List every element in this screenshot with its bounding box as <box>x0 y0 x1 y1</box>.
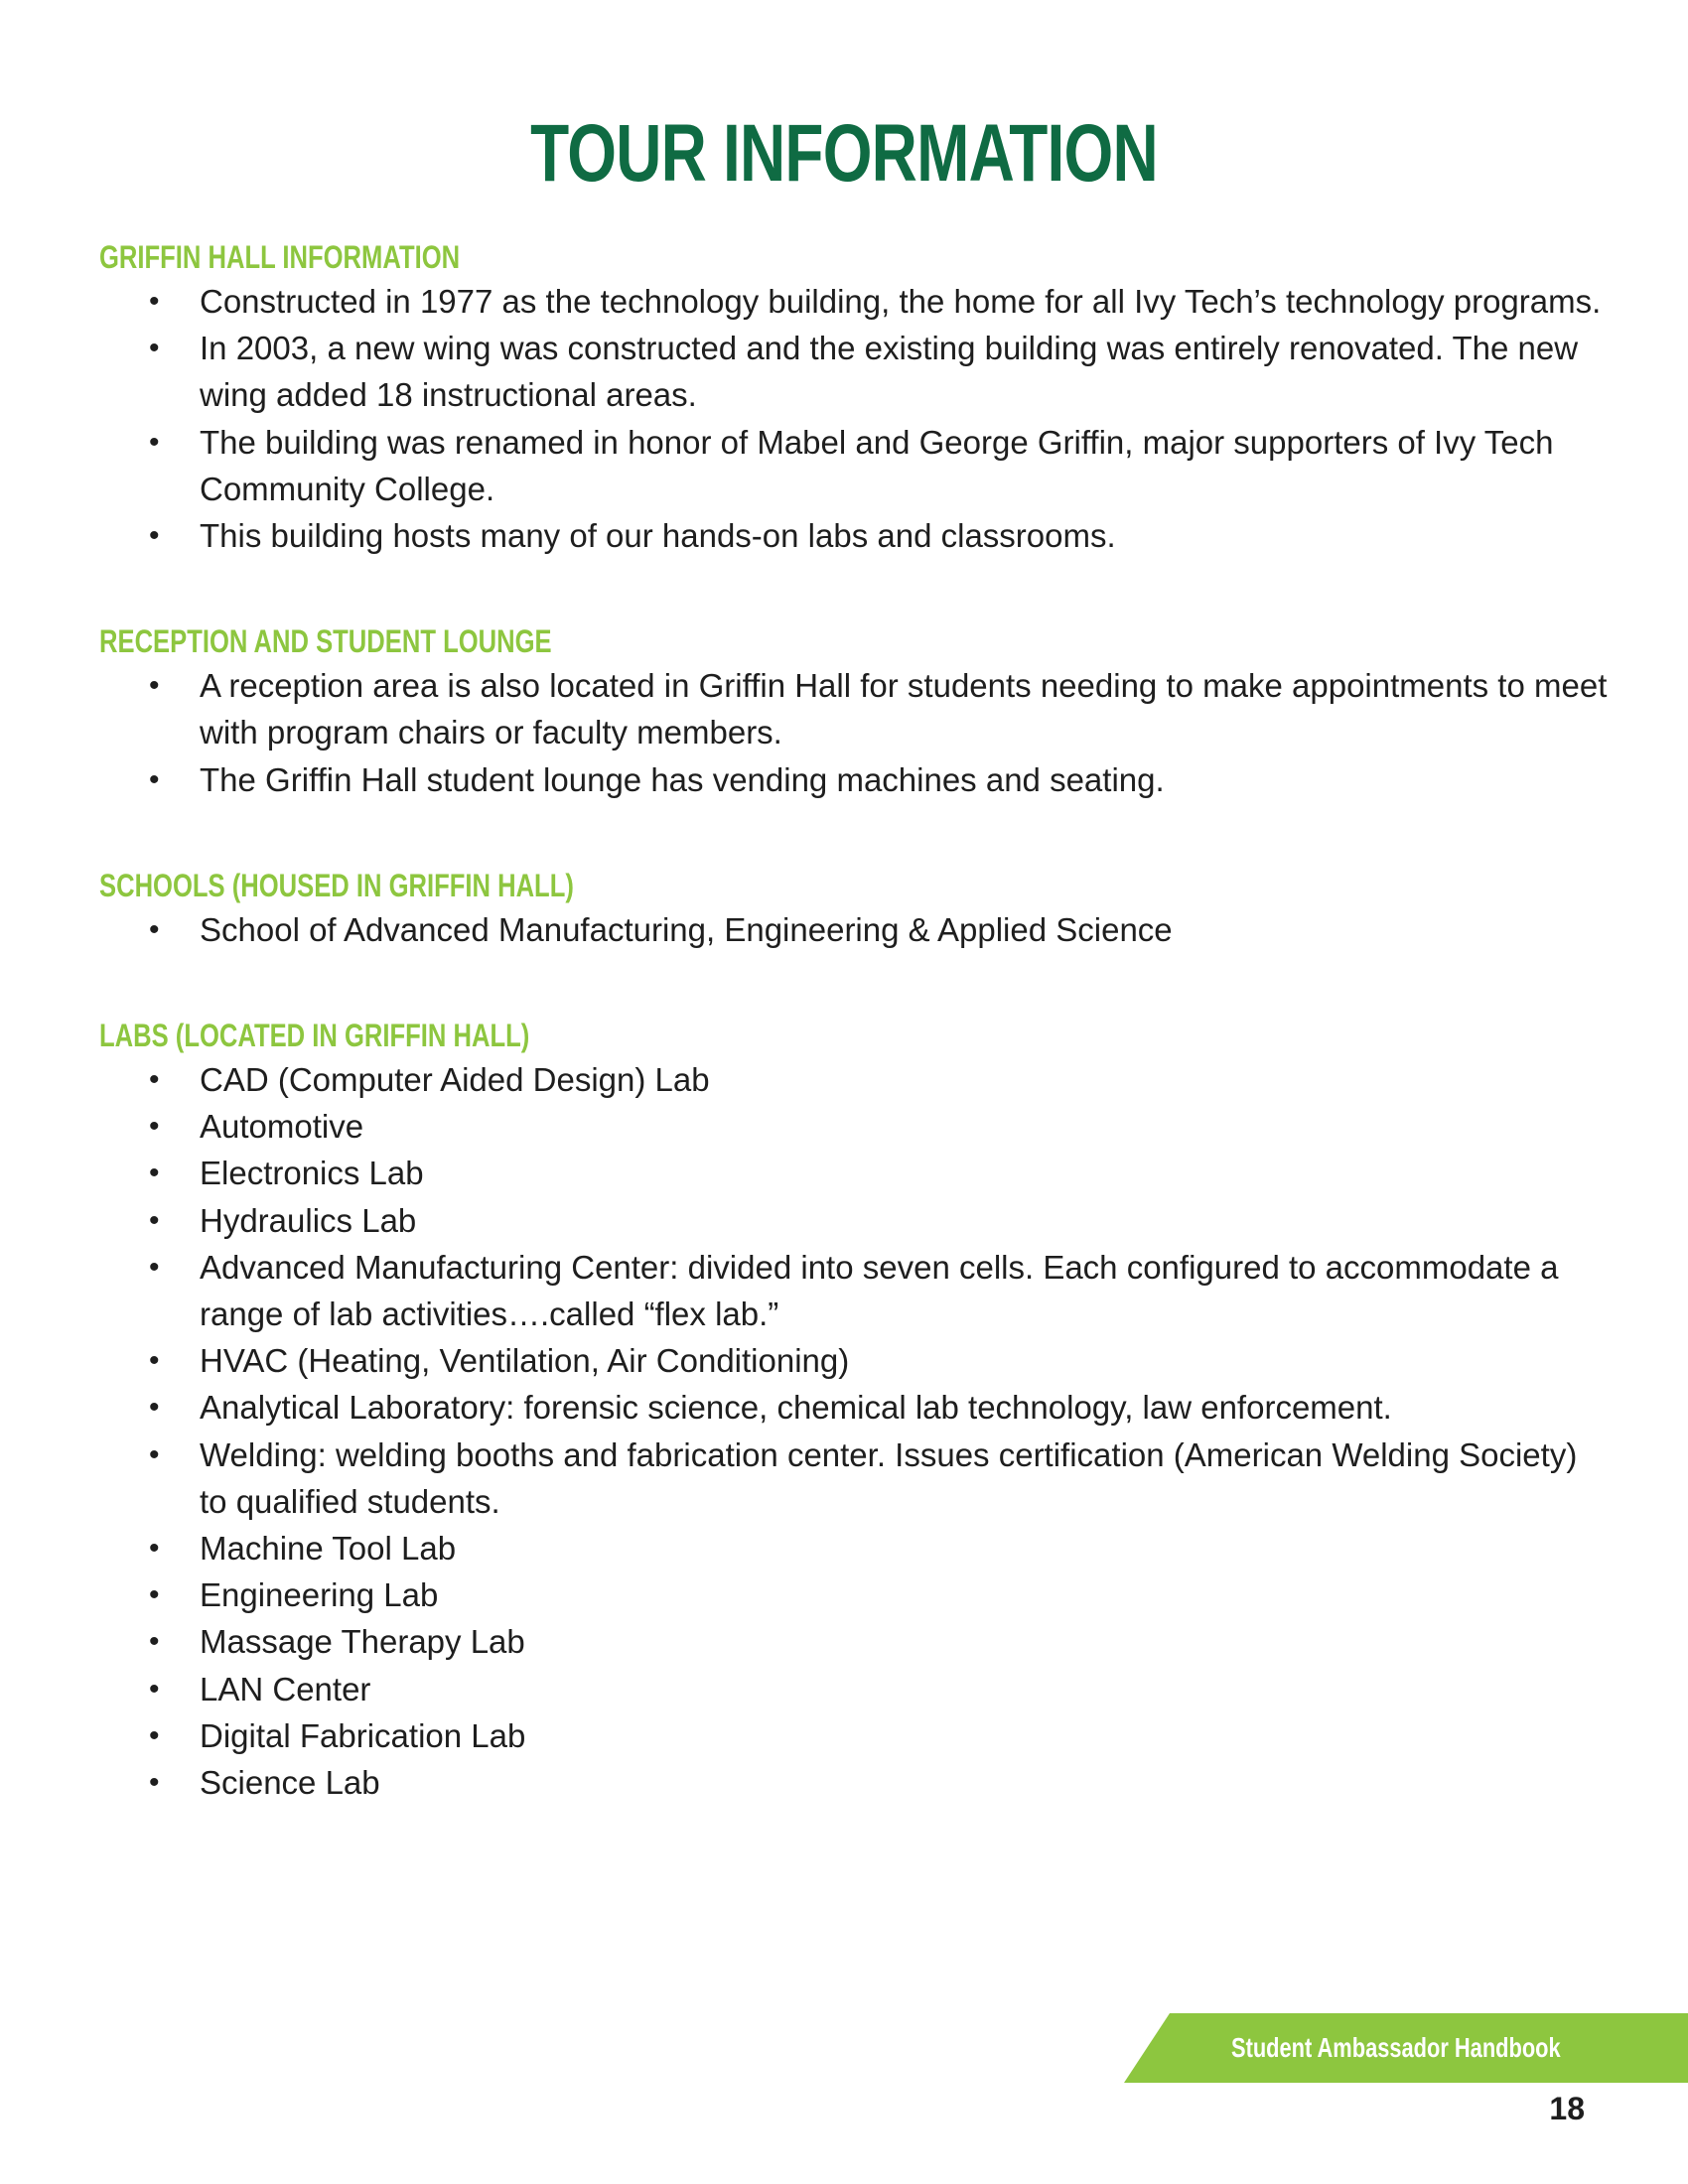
list-item <box>99 1103 1609 1150</box>
list-item-text: Massage Therapy Lab <box>200 1623 525 1661</box>
bullet-icon: • <box>149 1437 160 1471</box>
list-item-text: Machine Tool Lab <box>200 1530 457 1568</box>
bullet-icon: • <box>149 519 160 553</box>
page-number: 18 <box>1549 2091 1585 2126</box>
bullet-list <box>99 1056 1609 1806</box>
bullet-icon: • <box>149 425 160 459</box>
section-heading: SCHOOLS (HOUSED IN GRIFFIN HALL) <box>99 867 574 903</box>
bullet-icon: • <box>149 1532 160 1566</box>
section-heading: RECEPTION AND STUDENT LOUNGE <box>99 623 552 660</box>
list-item <box>99 662 1609 755</box>
bullet-list <box>99 662 1609 803</box>
list-item <box>99 1197 1609 1244</box>
bullet-icon: • <box>149 1578 160 1612</box>
bullet-icon: • <box>149 1250 160 1284</box>
bullet-list <box>99 278 1609 559</box>
list-item-text: School of Advanced Manufacturing, Engineering & Applied Science <box>200 910 1173 948</box>
bullet-icon: • <box>149 1110 160 1144</box>
list-item-text: A reception area is also located in Griffin Hall for students needing to make appointments to meet with program chairs or faculty members. <box>200 667 1608 751</box>
section-schools <box>99 865 1609 953</box>
section-griffin-hall-information <box>99 236 1609 559</box>
list-item-text: Science Lab <box>200 1764 380 1802</box>
bullet-icon: • <box>149 1157 160 1190</box>
list-item <box>99 1056 1609 1103</box>
bullet-icon: • <box>149 1063 160 1097</box>
list-item-text: Analytical Laboratory: forensic science, chemical lab technology, law enforcement. <box>200 1389 1392 1427</box>
list-item-text: Automotive <box>200 1108 364 1146</box>
list-item <box>99 1525 1609 1571</box>
bullet-icon: • <box>149 1718 160 1752</box>
list-item-text: CAD (Computer Aided Design) Lab <box>200 1061 710 1099</box>
list-item <box>99 906 1609 953</box>
list-item <box>99 1666 1609 1712</box>
list-item-text: This building hosts many of our hands-on labs and classrooms. <box>200 517 1116 555</box>
section-labs <box>99 1015 1609 1806</box>
list-item <box>99 1618 1609 1665</box>
section-heading: GRIFFIN HALL INFORMATION <box>99 239 461 275</box>
list-item-text: Digital Fabrication Lab <box>200 1716 526 1754</box>
list-item-text: Electronics Lab <box>200 1155 424 1192</box>
bullet-icon: • <box>149 669 160 703</box>
bullet-icon: • <box>149 1625 160 1659</box>
bullet-list <box>99 906 1609 953</box>
bullet-icon: • <box>149 912 160 946</box>
list-item <box>99 1244 1609 1337</box>
bullet-icon: • <box>149 285 160 318</box>
bullet-icon: • <box>149 332 160 365</box>
list-item <box>99 325 1609 418</box>
list-item <box>99 1384 1609 1431</box>
list-item <box>99 278 1609 325</box>
list-item-text: In 2003, a new wing was constructed and the existing building was entirely renovated. The new wing added 18 instructional areas. <box>200 330 1579 414</box>
bullet-icon: • <box>149 1672 160 1706</box>
list-item-text: LAN Center <box>200 1670 371 1707</box>
list-item-text: Hydraulics Lab <box>200 1201 417 1239</box>
list-item <box>99 1571 1609 1618</box>
list-item-text: The Griffin Hall student lounge has vending machines and seating. <box>200 760 1165 798</box>
list-item <box>99 512 1609 559</box>
section-reception-and-student-lounge <box>99 620 1609 803</box>
page-title: TOUR INFORMATION <box>530 108 1158 199</box>
document-body <box>99 236 1609 1806</box>
footer-label: Student Ambassador Handbook <box>1231 2032 1561 2063</box>
bullet-icon: • <box>149 1203 160 1237</box>
list-item <box>99 1150 1609 1196</box>
bullet-icon: • <box>149 1766 160 1800</box>
list-item <box>99 1712 1609 1759</box>
list-item <box>99 1759 1609 1806</box>
list-item-text: Constructed in 1977 as the technology building, the home for all Ivy Tech’s technology programs. <box>200 283 1602 320</box>
list-item <box>99 756 1609 803</box>
bullet-icon: • <box>149 762 160 796</box>
list-item <box>99 419 1609 512</box>
list-item-text: Engineering Lab <box>200 1576 439 1614</box>
list-item-text: Advanced Manufacturing Center: divided into seven cells. Each configured to accommodate a range of lab activities….called “flex lab.” <box>200 1248 1559 1333</box>
section-heading: LABS (LOCATED IN GRIFFIN HALL) <box>99 1018 530 1054</box>
list-item-text: HVAC (Heating, Ventilation, Air Conditioning) <box>200 1342 850 1380</box>
list-item-text: The building was renamed in honor of Mabel and George Griffin, major supporters of Ivy Tech Community College. <box>200 423 1554 507</box>
list-item <box>99 1337 1609 1384</box>
list-item <box>99 1432 1609 1525</box>
bullet-icon: • <box>149 1391 160 1425</box>
bullet-icon: • <box>149 1344 160 1378</box>
list-item-text: Welding: welding booths and fabrication center. Issues certification (American Welding Society) to qualified students. <box>200 1435 1578 1520</box>
